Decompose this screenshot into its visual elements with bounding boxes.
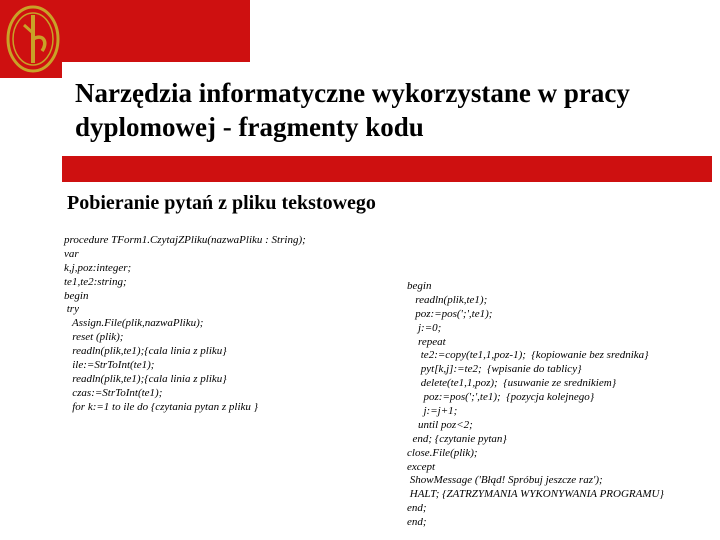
code-block-right (407, 280, 664, 530)
header-divider-bar (62, 156, 712, 182)
code-line: readln(plik,te1);{cala linia z pliku} (64, 372, 227, 385)
code-line: j:=0; (407, 321, 442, 334)
code-line: Assign.File(plik,nazwaPliku); (64, 317, 204, 330)
code-line: czas:=StrToInt(te1); (64, 386, 163, 399)
code-line: close.File(plik); (407, 446, 478, 459)
code-block-left (64, 234, 306, 415)
code-line: te1,te2:string; (64, 275, 127, 288)
page-title: Narzędzia informatyczne wykorzystane w pracy dyplomowej - fragmenty kodu (75, 78, 630, 142)
code-line: except (407, 460, 436, 473)
code-line: end; (407, 502, 427, 515)
code-line: for k:=1 to ile do {czytania pytan z pliku } (64, 400, 259, 413)
section-subtitle: Pobieranie pytań z pliku tekstowego (67, 192, 376, 214)
code-line: delete(te1,1,poz); {usuwanie ze srednikiem} (407, 377, 617, 390)
code-line: var (64, 247, 79, 260)
code-line: try (64, 303, 79, 316)
code-line: poz:=pos(';',te1); {pozycja kolejnego} (407, 391, 595, 404)
code-line: begin (64, 289, 89, 302)
code-line: procedure TForm1.CzytajZPliku(nazwaPliku : String); (64, 234, 306, 246)
code-line: te2:=copy(te1,1,poz-1); {kopiowanie bez srednika} (407, 349, 649, 362)
code-line: j:=j+1; (407, 405, 458, 418)
code-line: HALT; {ZATRZYMANIA WYKONYWANIA PROGRAMU} (407, 488, 664, 501)
emblem-icon (4, 3, 62, 75)
code-line: reset (plik); (64, 331, 124, 344)
code-line: readln(plik,te1);{cala linia z pliku} (64, 345, 227, 358)
code-line: end; (407, 516, 427, 529)
code-line: ShowMessage ('Błąd! Spróbuj jeszcze raz'); (407, 474, 603, 487)
code-line: end; {czytanie pytan} (407, 432, 507, 445)
code-line: begin (407, 280, 432, 292)
code-line: readln(plik,te1); (407, 293, 488, 306)
code-line: poz:=pos(';',te1); (407, 307, 493, 320)
code-line: k,j,poz:integer; (64, 261, 132, 274)
code-line: ile:=StrToInt(te1); (64, 359, 155, 372)
code-line: repeat (407, 335, 446, 348)
code-line: until poz<2; (407, 418, 473, 431)
code-line: pyt[k,j]:=te2; {wpisanie do tablicy} (407, 363, 582, 376)
